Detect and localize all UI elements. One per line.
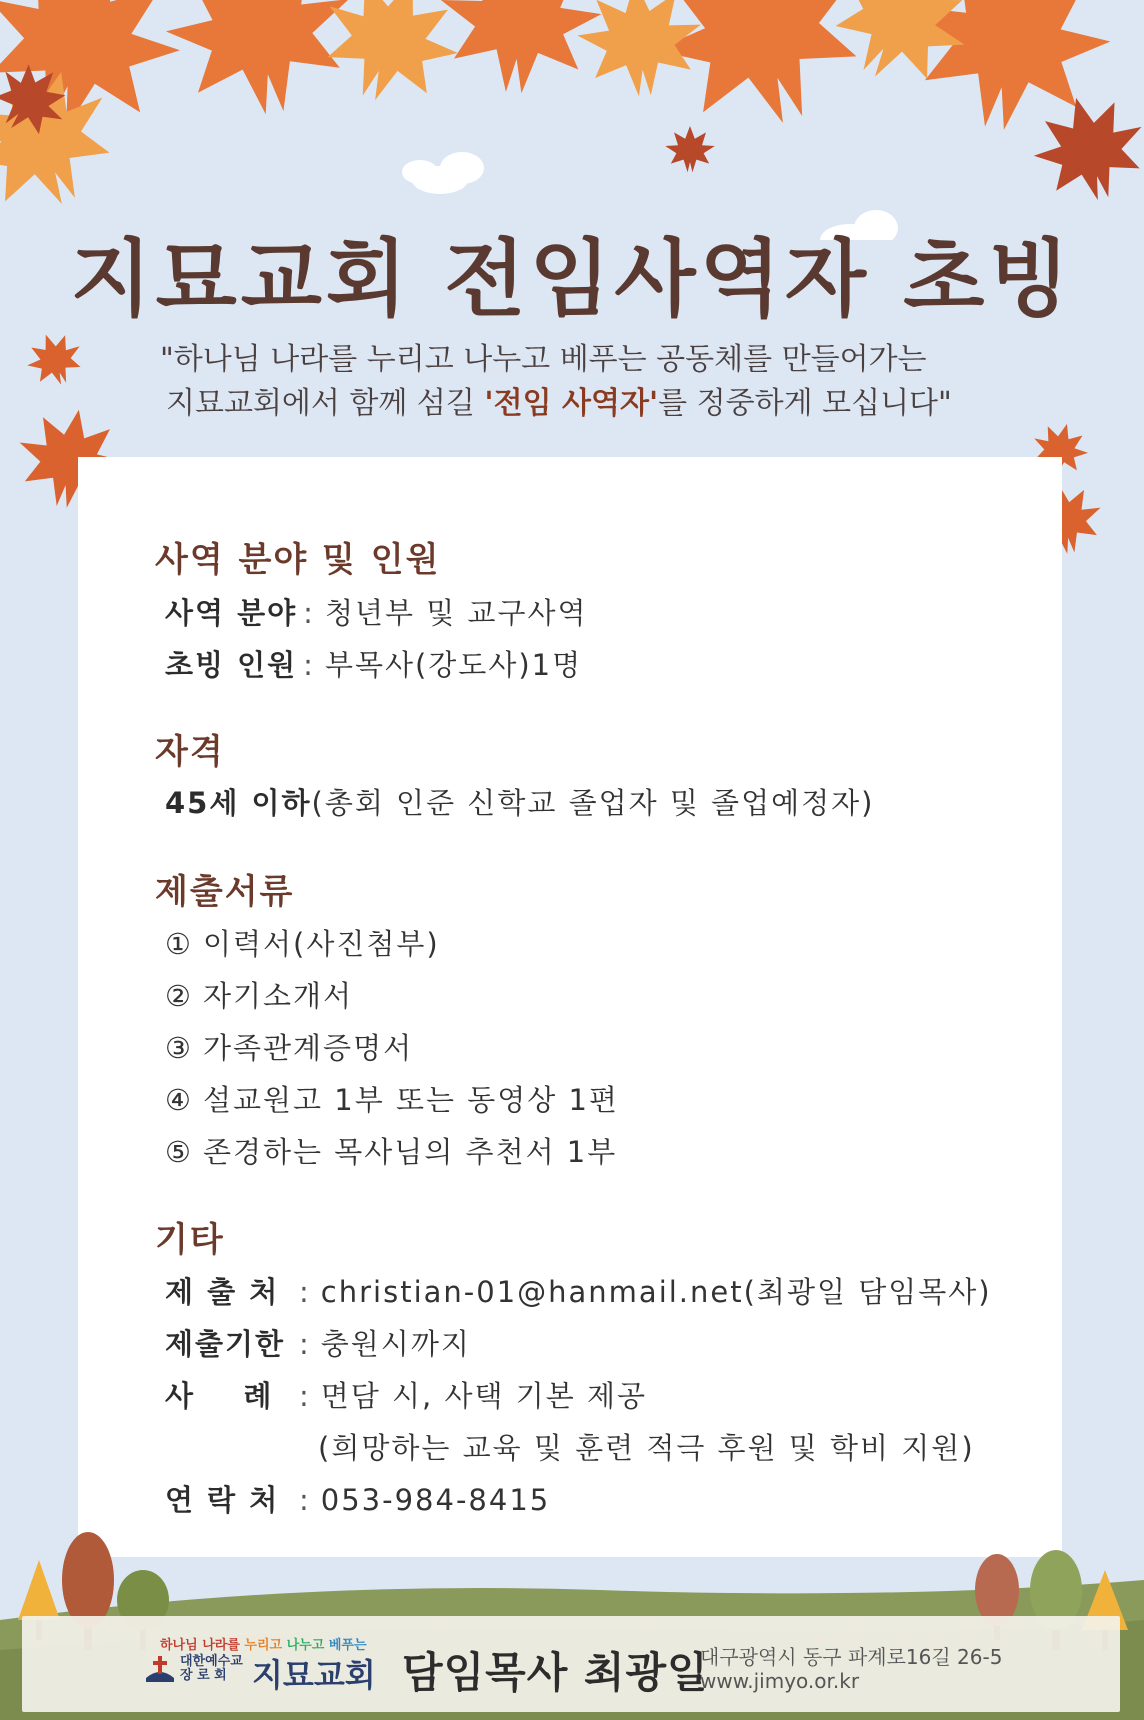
field-label: 사역 분야 <box>165 596 298 630</box>
quote-emphasis: '전임 사역자' <box>484 386 659 421</box>
website-link[interactable]: www.jimyo.or.kr <box>700 1669 860 1693</box>
maple-leaves-top-decoration <box>0 0 1144 240</box>
item-number: ② <box>165 979 193 1013</box>
slogan-part: 하나님 나라를 <box>160 1638 240 1653</box>
separator: : <box>299 1327 311 1361</box>
compensation-detail: (희망하는 교육 및 훈련 적극 후원 및 학비 지원) <box>318 1431 975 1465</box>
slogan-part: 나누고 <box>286 1638 325 1653</box>
item-number: ① <box>165 927 193 961</box>
qualification-label: 45세 이하 <box>165 786 312 820</box>
submit-to-row <box>165 1270 992 1311</box>
recruit-count-label: 초빙 인원 <box>165 648 298 682</box>
compensation-row <box>165 1374 647 1415</box>
document-item <box>165 974 353 1015</box>
document-item <box>165 1130 617 1171</box>
item-number: ⑤ <box>165 1135 193 1169</box>
section-heading-qualification: 자격 <box>155 732 225 772</box>
quote-line-2 <box>140 382 1004 426</box>
separator: : <box>299 1483 311 1517</box>
submit-to-label: 제 출 처 <box>165 1275 280 1309</box>
document-item <box>165 1026 413 1067</box>
page-title: 지묘교회 전임사역자 초빙 <box>70 230 1074 328</box>
item-text: 이력서(사진첨부) <box>203 927 440 961</box>
deadline-label: 제출기한 <box>165 1327 286 1361</box>
denomination-name: 대한예수교 장 로 회 <box>180 1654 243 1683</box>
church-name: 지묘교회 <box>252 1656 376 1694</box>
document-item <box>165 1078 619 1119</box>
church-cross-icon <box>144 1652 176 1684</box>
qualification-row <box>165 781 874 822</box>
separator: : <box>303 596 315 630</box>
deadline-row <box>165 1322 471 1363</box>
intro-quote <box>140 338 1004 426</box>
recruit-count-row <box>165 643 582 684</box>
field-value: 청년부 및 교구사역 <box>324 596 588 630</box>
section-heading-documents: 제출서류 <box>155 872 295 912</box>
qualification-value: (총회 인준 신학교 졸업자 및 졸업예정자) <box>311 786 875 820</box>
slogan-part: 누리고 <box>244 1638 283 1653</box>
recruit-count-value: 부목사(강도사)1명 <box>324 648 583 682</box>
quote-line-2-prefix: 지묘교회에서 함께 섬길 <box>166 386 485 421</box>
item-text: 존경하는 목사님의 추천서 1부 <box>203 1135 618 1169</box>
document-item <box>165 922 440 963</box>
separator: : <box>299 1275 311 1309</box>
quote-line-1: "하나님 나라를 누리고 나누고 베푸는 공동체를 만들어가는 <box>160 342 927 377</box>
item-number: ④ <box>165 1083 193 1117</box>
item-number: ③ <box>165 1031 193 1065</box>
address-line: 대구광역시 동구 파계로16길 26-5 <box>700 1645 1003 1669</box>
compensation-label: 사 례 <box>165 1379 274 1413</box>
separator: : <box>303 648 315 682</box>
quote-line-2-suffix: 를 정중하게 모십니다" <box>658 386 952 421</box>
slogan-part: 베푸는 <box>328 1638 367 1653</box>
section-heading-etc: 기타 <box>155 1220 225 1260</box>
separator: : <box>299 1379 311 1413</box>
senior-pastor: 담임목사 최광일 <box>402 1648 709 1697</box>
field-row <box>165 591 588 632</box>
contact-label: 연 락 처 <box>165 1483 280 1517</box>
item-text: 설교원고 1부 또는 동영상 1편 <box>203 1083 619 1117</box>
item-text: 가족관계증명서 <box>203 1031 414 1065</box>
contact-value[interactable]: 053-984-8415 <box>320 1483 551 1517</box>
footer-address <box>700 1645 1002 1693</box>
submit-to-value[interactable]: christian-01@hanmail.net(최광일 담임목사) <box>320 1275 992 1309</box>
item-text: 자기소개서 <box>203 979 354 1013</box>
compensation-value: 면담 시, 사택 기본 제공 <box>320 1379 647 1413</box>
deadline-value: 충원시까지 <box>320 1327 471 1361</box>
section-heading-field: 사역 분야 및 인원 <box>155 540 441 580</box>
